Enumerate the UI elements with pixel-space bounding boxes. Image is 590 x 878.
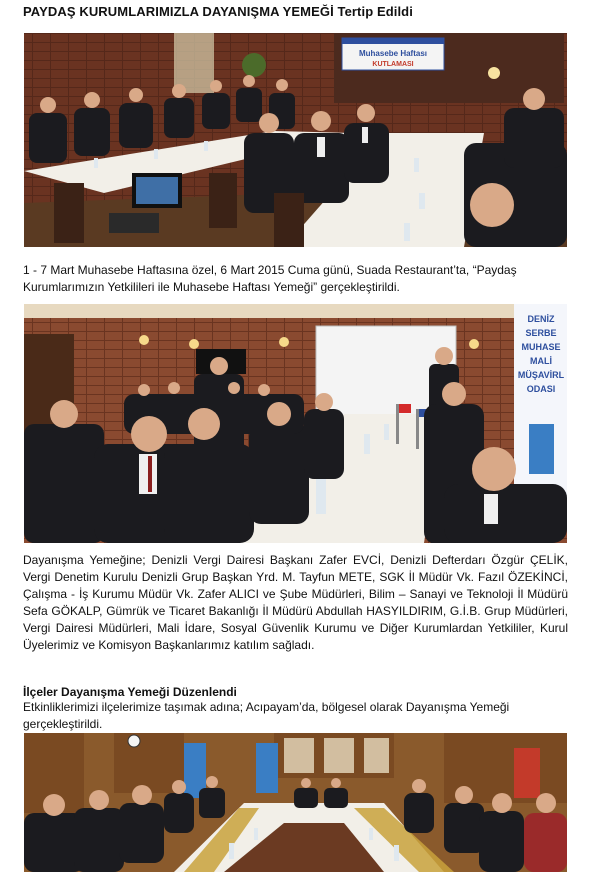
page-title: PAYDAŞ KURUMLARIMIZLA DAYANIŞMA YEMEĞİ Tertip Edildi [23, 4, 413, 19]
district-paragraph: Etkinliklerimizi ilçelerimize taşımak adına; Acıpayam’da, bölgesel olarak Dayanışma Yemeği gerçekleştirildi. [23, 700, 510, 731]
sign-word-5: MÜŞAVİRL [517, 370, 565, 380]
attendees-paragraph: Dayanışma Yemeğine; Denizli Vergi Dairesi Başkanı Zafer EVCİ, Denizli Defterdarı Özgür ÇELİK, Vergi Denetim Kurulu Denizli Grup Başkan Yrd. M. Tayfun METE, SGK İl Müdür Vk. Fazıl ÖZEKİNCİ, Çalışma - İş Kurumu Müdür Vk. Zafer ALICI ve Şube Müdürleri, Bilim – Sanayi ve Teknoloji İl Müdürü Sefa GÖKALP, Gümrük ve Ticaret Bakanlığı İl Müdürü Abdullah HASYILDIRIM, G.İ.B. Grup Müdürleri, Vergi Dairesi Müdürleri, Mali İdare, Sosyal Güvenlik Kurumu ve Diğer Kurumlardan Yetkililer, Kurul Üyelerimiz ve Komisyon Başkanlarımız katılım sağladı. [23, 553, 568, 652]
event-photo-dinner-hall [24, 33, 567, 247]
event-photo-district-dinner [24, 733, 567, 872]
sign-word-2: SERBE [525, 328, 557, 338]
sign-word-3: MUHASE [521, 342, 561, 352]
dinner-hall-photo-image [24, 33, 567, 247]
intro-paragraph: 1 - 7 Mart Muhasebe Haftasına özel, 6 Mart 2015 Cuma günü, Suada Restaurant’ta, “Paydaş Kurumlarımızın Yetkilileri ile Muhasebe Haftası Yemeği” gerçekleştirildi. [23, 263, 517, 294]
sign-word-4: MALİ [530, 356, 552, 366]
event-photo-speech [24, 304, 567, 543]
section-subheading: İlçeler Dayanışma Yemeği Düzenlendi [23, 685, 237, 699]
district-dinner-photo-image [24, 733, 567, 872]
sign-word-1: DENİZ [527, 314, 555, 324]
banner-line-2: KUTLAMASI [372, 61, 414, 68]
banner-line-1: Muhasebe Haftası [358, 49, 428, 58]
sign-word-6: ODASI [526, 384, 556, 394]
speech-photo-image [24, 304, 567, 543]
